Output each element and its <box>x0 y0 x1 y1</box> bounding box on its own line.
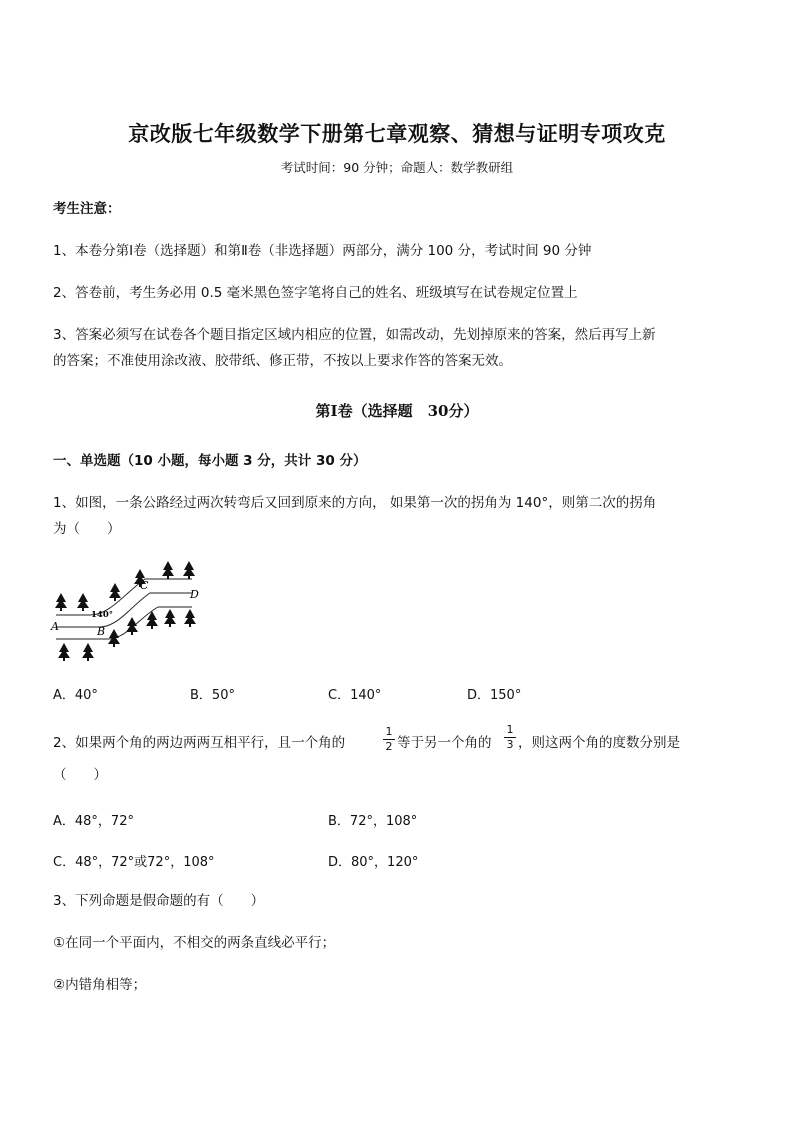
tree-icon <box>58 643 70 661</box>
q1-option-d[interactable]: D．150° <box>467 688 522 703</box>
notice-item-3-line2: 的答案；不准使用涂改液、胶带纸、修正带，不按以上要求作答的答案无效。 <box>53 353 512 369</box>
q2-stem-part1: 2、如果两个角的两边两两互相平行，且一个角的 <box>53 735 346 751</box>
fraction-denominator: 3 <box>506 738 514 751</box>
tree-icon <box>183 561 195 579</box>
tree-icon <box>108 629 120 647</box>
q2-option-a[interactable]: A．48°，72° <box>53 814 134 829</box>
tree-icon <box>126 617 138 635</box>
exam-title: 京改版七年级数学下册第七章观察、猜想与证明专项攻克 <box>128 121 666 146</box>
figure-label-b: B <box>97 625 106 638</box>
q3-stem: 3、下列命题是假命题的有（ ） <box>53 893 265 909</box>
q2-fraction-one-half <box>383 726 395 753</box>
tree-icon <box>82 643 94 661</box>
exam-subtitle: 考试时间：90 分钟；命题人：数学教研组 <box>280 160 514 175</box>
section-title: 第Ⅰ卷（选择题 30分） <box>315 402 479 420</box>
q1-option-c[interactable]: C．140° <box>328 688 382 703</box>
q1-option-b[interactable]: B．50° <box>190 688 235 703</box>
q2-option-b[interactable]: B．72°，108° <box>328 814 418 829</box>
notice-heading: 考生注意： <box>53 201 121 217</box>
tree-icon <box>55 593 67 611</box>
q1-road-figure <box>50 555 210 665</box>
tree-icons <box>55 561 196 661</box>
tree-icon <box>109 583 121 601</box>
figure-label-d: D <box>190 588 199 601</box>
q1-stem-line1: 1、如图，一条公路经过两次转弯后又回到原来的方向， 如果第一次的拐角为 140°，则第二次的拐角 <box>53 495 657 511</box>
q2-stem-part3: ，则这两个角的度数分别是 <box>518 735 680 751</box>
figure-angle-label: 140° <box>91 610 113 620</box>
part-heading: 一、单选题（10 小题，每小题 3 分，共计 30 分） <box>53 453 367 469</box>
q1-stem-line2: 为（ ） <box>53 521 121 537</box>
fraction-denominator: 2 <box>385 740 393 753</box>
figure-label-c: C <box>140 579 149 592</box>
q2-option-d[interactable]: D．80°，120° <box>328 855 419 870</box>
tree-icon <box>162 561 174 579</box>
notice-item-2: 2、答卷前，考生务必用 0.5 毫米黑色签字笔将自己的姓名、班级填写在试卷规定位置上 <box>53 285 578 301</box>
q1-option-a[interactable]: A．40° <box>53 688 98 703</box>
q3-statement-2: ②内错角相等； <box>53 977 147 993</box>
q2-fraction-one-third <box>504 724 516 751</box>
tree-icon <box>77 593 89 611</box>
q2-stem-line2: （ ） <box>53 767 107 783</box>
road-upper-edge <box>56 579 192 615</box>
notice-item-1: 1、本卷分第Ⅰ卷（选择题）和第Ⅱ卷（非选择题）两部分，满分 100 分，考试时间 90 分钟 <box>53 243 592 259</box>
tree-icon <box>164 609 176 627</box>
q3-statement-1: ①在同一个平面内，不相交的两条直线必平行； <box>53 935 336 951</box>
q2-option-c[interactable]: C．48°，72°或72°，108° <box>53 855 215 870</box>
fraction-numerator: 1 <box>385 725 393 738</box>
figure-label-a: A <box>51 620 59 633</box>
q2-stem-part2: 等于另一个角的 <box>397 735 492 751</box>
notice-item-3-line1: 3、答案必须写在试卷各个题目指定区域内相应的位置，如需改动，先划掉原来的答案，然后再写上新 <box>53 327 656 343</box>
tree-icon <box>184 609 196 627</box>
fraction-numerator: 1 <box>506 723 514 736</box>
